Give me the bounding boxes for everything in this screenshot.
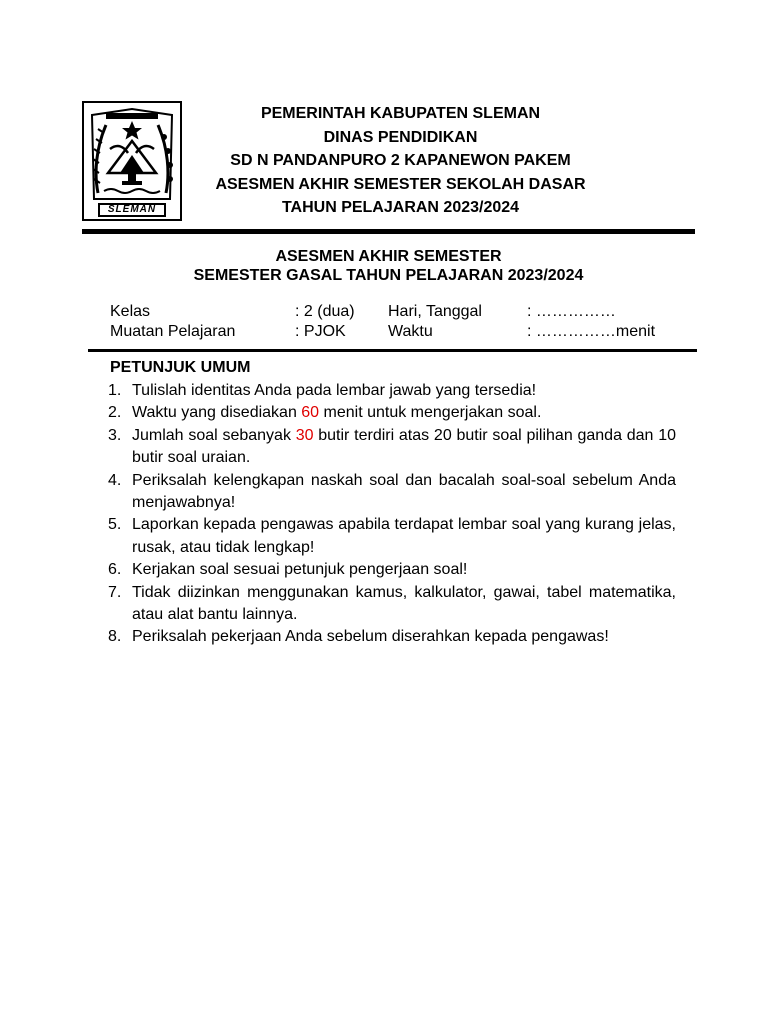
list-item-text: Laporkan kepada pengawas apabila terdapat lembar soal yang kurang jelas, rusak, atau tidak lengkap! <box>132 516 676 556</box>
list-item-number: 2. <box>108 404 122 422</box>
list-item-text: Periksalah pekerjaan Anda sebelum diserahkan kepada pengawas! <box>132 628 609 646</box>
info-value-time: : ……………menit <box>527 322 656 340</box>
emblem-drawing <box>84 103 180 219</box>
institution-header <box>188 102 613 220</box>
list-item-text-rest: menit untuk mengerjakan soal. <box>319 404 542 422</box>
list-item-number: 4. <box>108 471 122 489</box>
exam-title-line-2: SEMESTER GASAL TAHUN PELAJARAN 2023/2024 <box>193 267 584 284</box>
list-item <box>108 559 676 581</box>
exam-info-table <box>110 302 710 341</box>
list-item <box>108 626 676 648</box>
info-row-subject <box>110 322 710 342</box>
emblem-label: SLEMAN <box>98 203 166 217</box>
list-item-number: 5. <box>108 516 122 534</box>
sleman-emblem-icon <box>82 101 182 221</box>
info-value-class: : 2 (dua) <box>295 303 355 320</box>
header-line-department: DINAS PENDIDIKAN <box>323 128 478 146</box>
list-item <box>108 402 676 424</box>
list-item <box>108 582 676 627</box>
list-item-number: 7. <box>108 583 122 601</box>
list-item <box>108 470 676 515</box>
info-label-time: Waktu <box>388 322 433 340</box>
list-item-text: Kerjakan soal sesuai petunjuk pengerjaan soal! <box>132 561 468 579</box>
highlight-number: 30 <box>295 426 314 444</box>
info-value-subject: : PJOK <box>295 322 346 340</box>
header-line-assessment: ASESMEN AKHIR SEMESTER SEKOLAH DASAR <box>215 175 586 193</box>
list-item-text-rest: butir terdiri atas 20 butir soal pilihan ganda dan 10 butir soal uraian. <box>132 426 676 467</box>
header-line-school: SD N PANDANPURO 2 KAPANEWON PAKEM <box>230 152 571 169</box>
header-line-government: PEMERINTAH KABUPATEN SLEMAN <box>260 105 541 122</box>
list-item-text: Jumlah soal sebanyak <box>132 426 296 444</box>
list-item <box>108 514 676 559</box>
info-label-class: Kelas <box>110 303 151 320</box>
list-item-text: Waktu yang disediakan <box>132 404 302 422</box>
info-row-class <box>110 302 710 322</box>
list-item <box>108 380 676 402</box>
header-divider <box>82 229 695 234</box>
list-item-text: Periksalah kelengkapan naskah soal dan bacalah soal-soal sebelum Anda menjawabnya! <box>132 471 676 512</box>
list-item-text: Tulislah identitas Anda pada lembar jawab yang tersedia! <box>132 382 537 399</box>
exam-title-line-1: ASESMEN AKHIR SEMESTER <box>275 248 502 265</box>
list-item-text: Tidak diizinkan menggunakan kamus, kalkulator, gawai, tabel matematika, atau alat bantu lainnya. <box>132 583 676 624</box>
list-item-number: 1. <box>108 382 122 399</box>
instructions-heading: PETUNJUK UMUM <box>110 359 251 376</box>
info-label-date: Hari, Tanggal <box>388 303 482 320</box>
info-value-date: : …………… <box>527 303 616 320</box>
instructions-list <box>108 380 676 649</box>
highlight-number: 60 <box>301 404 320 422</box>
list-item-number: 3. <box>108 426 122 444</box>
info-divider <box>88 349 697 352</box>
info-label-subject: Muatan Pelajaran <box>110 322 236 340</box>
exam-title <box>82 247 695 285</box>
list-item-number: 6. <box>108 561 122 579</box>
header-line-year: TAHUN PELAJARAN 2023/2024 <box>281 199 520 216</box>
list-item <box>108 425 676 470</box>
list-item-number: 8. <box>108 628 122 646</box>
